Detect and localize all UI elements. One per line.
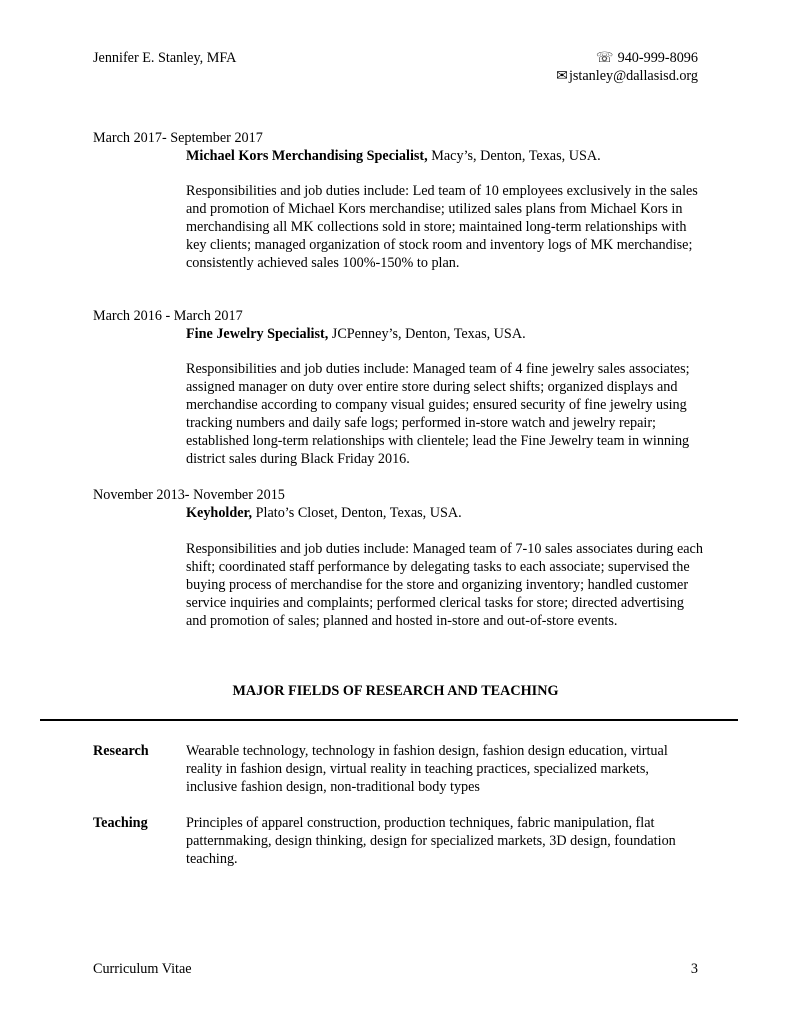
- email-address: jstanley@dallasisd.org: [568, 68, 698, 84]
- job-title: Michael Kors Merchandising Specialist,: [186, 148, 428, 164]
- job-description: Responsibilities and job duties include: Managed team of 4 fine jewelry sales associates; assigned manager on duty over entire store during select shifts; organized displays and merchandise according to company visual guides; ensured security of fine jewelry using tracking numbers and daily safe logs; performed in-store watch and jewelry repair; established long-term relationships with clientele; lead the Fine Jewelry team in winning district sales during Black Friday 2016.: [186, 361, 690, 467]
- research-label: Research: [93, 743, 149, 759]
- phone-number: 940-999-8096: [617, 50, 698, 66]
- research-text: Wearable technology, technology in fashion design, fashion design education, virtual reality in fashion design, virtual reality in teaching practices, specialized markets, inclusive fashion design, non-traditional body types: [186, 743, 668, 795]
- header-name: Jennifer E. Stanley, MFA: [93, 50, 237, 66]
- job-description: Responsibilities and job duties include: Led team of 10 employees exclusively in the sales and promotion of Michael Kors merchandise; utilized sales plans from Michael Kors in merchandising all MK collections sold in store; maintained long-term relationships with key clients; managed organization of stock room and inventory logs of MK merchandise; consistently achieved sales 100%-150% to plan.: [186, 183, 698, 271]
- job-employer: JCPenney’s, Denton, Texas, USA.: [328, 326, 526, 342]
- job-employer: Macy’s, Denton, Texas, USA.: [427, 148, 601, 164]
- job-title-line: [186, 504, 462, 522]
- page-number: 3: [690, 961, 698, 977]
- job-dates: March 2017- September 2017: [93, 130, 263, 146]
- envelope-icon: ✉: [556, 68, 568, 84]
- email-line: [556, 67, 698, 85]
- phone-icon: ☏: [595, 50, 614, 66]
- job-dates: March 2016 - March 2017: [93, 308, 243, 324]
- section-heading: MAJOR FIELDS OF RESEARCH AND TEACHING: [232, 683, 559, 699]
- job-title: Keyholder,: [186, 505, 253, 521]
- job-title-line: [186, 325, 526, 343]
- job-employer: Plato’s Closet, Denton, Texas, USA.: [252, 505, 462, 521]
- teaching-label: Teaching: [93, 815, 148, 831]
- footer-title: Curriculum Vitae: [93, 961, 192, 977]
- job-dates: November 2013- November 2015: [93, 487, 285, 503]
- header-contact: [556, 49, 698, 85]
- phone-line: [556, 49, 698, 67]
- job-title: Fine Jewelry Specialist,: [186, 326, 329, 342]
- teaching-text: Principles of apparel construction, production techniques, fabric manipulation, flat patternmaking, design thinking, design for specialized markets, 3D design, foundation teaching.: [186, 815, 676, 867]
- section-divider: [40, 719, 738, 721]
- job-title-line: [186, 147, 601, 165]
- job-description: Responsibilities and job duties include: Managed team of 7-10 sales associates during each shift; coordinated staff performance by delegating tasks to each associate; supervised the buying process of merchandise for the store and organizing inventory; handled customer service inquiries and complaints; performed clerical tasks for store; directed advertising and promotion of sales; planned and hosted in-store and out-of-store events.: [186, 541, 703, 629]
